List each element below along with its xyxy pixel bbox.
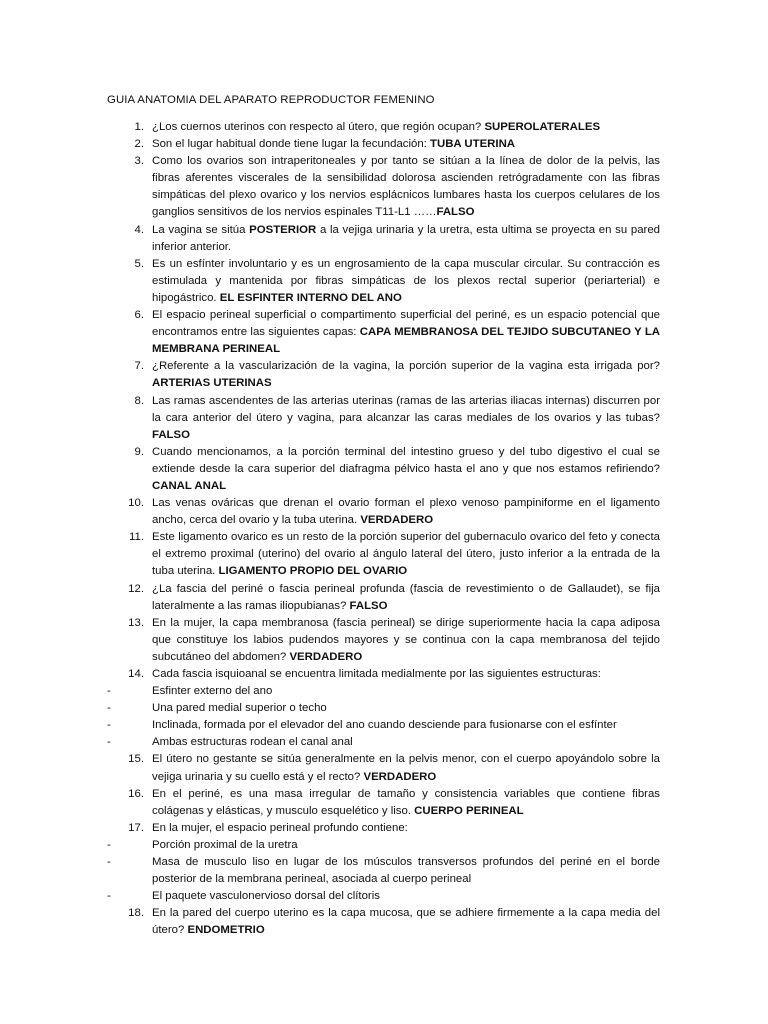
question-number: 16. [128, 787, 144, 800]
question-number: 5. [134, 257, 144, 270]
question-item [107, 153, 660, 221]
question-text [152, 222, 660, 256]
question-text [152, 256, 660, 307]
answer-text: FALSO [436, 206, 475, 219]
question-item [107, 751, 660, 785]
question-item [107, 581, 660, 615]
question-item [107, 136, 660, 153]
answer-text: CUERPO PERINEAL [414, 804, 524, 817]
question-text [152, 495, 660, 529]
question-number: 13. [128, 616, 144, 629]
answer-text: CANAL ANAL [152, 479, 227, 492]
question-text-segment: a la vejiga urinaria y la uretra, esta ultima se proyecta en su pared inferior anterior. [152, 223, 660, 253]
question-text-segment: Una pared medial superior o techo [152, 702, 327, 715]
question-text [152, 734, 660, 751]
question-text-segment: El útero no gestante se sitúa generalmente en la pelvis menor, con el cuerpo apoyándolo sobre la vejiga urinaria y su cuello está y el recto? [152, 753, 660, 783]
question-item [107, 615, 660, 666]
question-text-segment: Este ligamento ovarico es un resto de la porción superior del gubernaculo ovarico del feto y conecta el extremo proximal (uterino) del ovario al ángulo lateral del útero, justo inferior a la entrada de la tuba uterina. [152, 531, 660, 578]
answer-text: VERDADERO [363, 770, 437, 783]
question-text-segment: ¿Los cuernos uterinos con respecto al útero, que región ocupan? [152, 121, 485, 133]
question-text [152, 529, 660, 580]
answer-text: LIGAMENTO PROPIO DEL OVARIO [218, 565, 408, 578]
question-text [152, 820, 660, 837]
question-text-segment: ¿Referente a la vascularización de la vagina, la porción superior de la vagina esta irrigada por? [152, 360, 660, 373]
answer-text: CAPA MEMBRANOSA DEL TEJIDO SUBCUTANEO Y LA MEMBRANA PERINEAL [152, 326, 660, 356]
answer-text: POSTERIOR [249, 223, 317, 236]
answer-text: VERDADERO [360, 514, 434, 527]
question-text [152, 683, 660, 700]
question-text [152, 119, 660, 136]
question-text-segment: Cada fascia isquioanal se encuentra limitada medialmente por las siguientes estructuras: [152, 668, 601, 680]
question-text [152, 358, 660, 392]
answer-text: EL ESFINTER INTERNO DEL ANO [219, 291, 402, 304]
bullet-marker: - [107, 719, 111, 732]
question-text-segment: En el periné, es una masa irregular de tamaño y consistencia variables que contiene fibras colágenas y elásticas, y musculo esquelético y liso. [152, 787, 660, 817]
question-text-segment: Inclinada, formada por el elevador del ano cuando desciende para fusionarse con el esfínter [152, 719, 617, 732]
sub-item [107, 717, 660, 734]
question-item [107, 495, 660, 529]
bullet-marker: - [107, 702, 111, 715]
question-item [107, 666, 660, 683]
question-text [152, 888, 660, 905]
answer-text: ARTERIAS UTERINAS [152, 377, 272, 390]
question-text [152, 444, 660, 495]
question-list [107, 119, 660, 940]
question-item [107, 358, 660, 392]
question-item [107, 393, 660, 444]
bullet-marker: - [107, 736, 111, 749]
answer-text: SUPEROLATERALES [484, 121, 601, 133]
question-item [107, 905, 660, 939]
question-text-segment: Es un esfínter involuntario y es un engrosamiento de la capa muscular circular. Su contracción es estimulada y mantenida por fibras simpáticas de los plexos rectal superior (periarterial) e hipogástrico. [152, 257, 660, 304]
question-item [107, 307, 660, 358]
question-number: 9. [134, 445, 144, 458]
bullet-marker: - [107, 838, 111, 851]
question-text-segment: Esfinter externo del ano [152, 685, 273, 698]
question-text-segment: Son el lugar habitual donde tiene lugar la fecundación: [152, 138, 431, 151]
sub-item [107, 700, 660, 717]
question-number: 6. [134, 309, 144, 322]
question-text [152, 837, 660, 854]
bullet-marker: - [107, 890, 111, 903]
question-text-segment: Porción proximal de la uretra [152, 838, 298, 851]
sub-item [107, 683, 660, 700]
bullet-marker: - [107, 856, 111, 869]
sub-item [107, 837, 660, 854]
question-text-segment: Como los ovarios son intraperitoneales y por tanto se sitúan a la línea de dolor de la pelvis, las fibras aferentes viscerales de la sensibilidad dolorosa ascienden retrógradamente con las fibras simpáticas del plexo ovarico y los nervios esplácnicos lumbares hasta los cuerpos celulares de los ganglios sensitivos de los nervios espinales T11-L1 …… [152, 155, 660, 219]
question-number: 18. [128, 907, 144, 920]
question-text-segment: La vagina se sitúa [152, 223, 250, 236]
question-text [152, 393, 660, 444]
question-text [152, 581, 660, 615]
question-text-segment: El paquete vasculonervioso dorsal del clítoris [152, 890, 380, 903]
bullet-marker: - [107, 685, 111, 698]
question-number: 12. [128, 582, 144, 595]
question-number: 10. [128, 497, 144, 510]
sub-item [107, 734, 660, 751]
question-number: 3. [134, 155, 144, 168]
question-item [107, 786, 660, 820]
question-text-segment: Las venas ováricas que drenan el ovario forman el plexo venoso pampiniforme en el ligamento ancho, cerca del ovario y la tuba uterina. [152, 497, 660, 527]
question-text-segment: Masa de musculo liso en lugar de los músculos transversos profundos del periné en el borde posterior de la membrana perineal, asociada al cuerpo perineal [152, 856, 660, 886]
question-number: 11. [129, 531, 144, 544]
question-text-segment: Las ramas ascendentes de las arterias uterinas (ramas de las arterias iliacas internas) discurren por la cara anterior del útero y vagina, para alcanzar las caras mediales de los ovarios y las tubas? [152, 394, 660, 424]
question-text [152, 136, 660, 153]
question-text [152, 615, 660, 666]
question-text [152, 666, 660, 683]
question-item [107, 820, 660, 837]
question-number: 14. [128, 668, 144, 680]
answer-text: VERDADERO [289, 650, 363, 663]
question-number: 15. [128, 753, 144, 766]
question-number: 4. [134, 223, 144, 236]
question-item [107, 256, 660, 307]
document-title: GUIA ANATOMIA DEL APARATO REPRODUCTOR FEMENINO [107, 94, 435, 106]
answer-text: ENDOMETRIO [187, 924, 265, 937]
question-number: 8. [134, 394, 144, 407]
question-text [152, 854, 660, 888]
question-text-segment: En la mujer, el espacio perineal profundo contiene: [152, 821, 408, 834]
answer-text: FALSO [152, 428, 190, 441]
question-text-segment: Ambas estructuras rodean el canal anal [152, 736, 353, 749]
question-text-segment: Cuando mencionamos, a la porción terminal del intestino grueso y del tubo digestivo el cual se extiende desde la cara superior del diafragma pélvico hasta el ano y que nos estamos refiriendo? [152, 445, 660, 475]
question-text-segment: El espacio perineal superficial o compartimento superficial del periné, es un espacio potencial que encontramos entre las siguientes capas: [152, 309, 660, 339]
sub-item [107, 854, 660, 888]
question-item [107, 444, 660, 495]
question-number: 7. [134, 360, 144, 373]
question-text-segment: ¿La fascia del periné o fascia perineal profunda (fascia de revestimiento o de Gallaudet), se fija lateralmente a las ramas iliopubianas? [152, 582, 660, 612]
question-text [152, 153, 660, 221]
question-text-segment: En la mujer, la capa membranosa (fascia perineal) se dirige superiormente hacia la capa adiposa que constituye los labios pudendos mayores y se continua con la capa membranosa del tejido subcutáneo del abdomen? [152, 616, 660, 663]
question-number: 17. [128, 821, 144, 834]
question-text [152, 751, 660, 785]
question-text [152, 786, 660, 820]
question-item [107, 529, 660, 580]
answer-text: FALSO [349, 599, 388, 612]
question-number: 1. [134, 121, 144, 133]
question-text [152, 905, 660, 939]
sub-item [107, 888, 660, 905]
answer-text: TUBA UTERINA [430, 138, 516, 151]
question-text [152, 307, 660, 358]
question-item [107, 222, 660, 256]
question-item [107, 119, 660, 136]
question-number: 2. [134, 138, 144, 151]
question-text [152, 700, 660, 717]
question-text [152, 717, 660, 734]
question-text-segment: En la pared del cuerpo uterino es la capa mucosa, que se adhiere firmemente a la capa media del útero? [152, 907, 660, 937]
